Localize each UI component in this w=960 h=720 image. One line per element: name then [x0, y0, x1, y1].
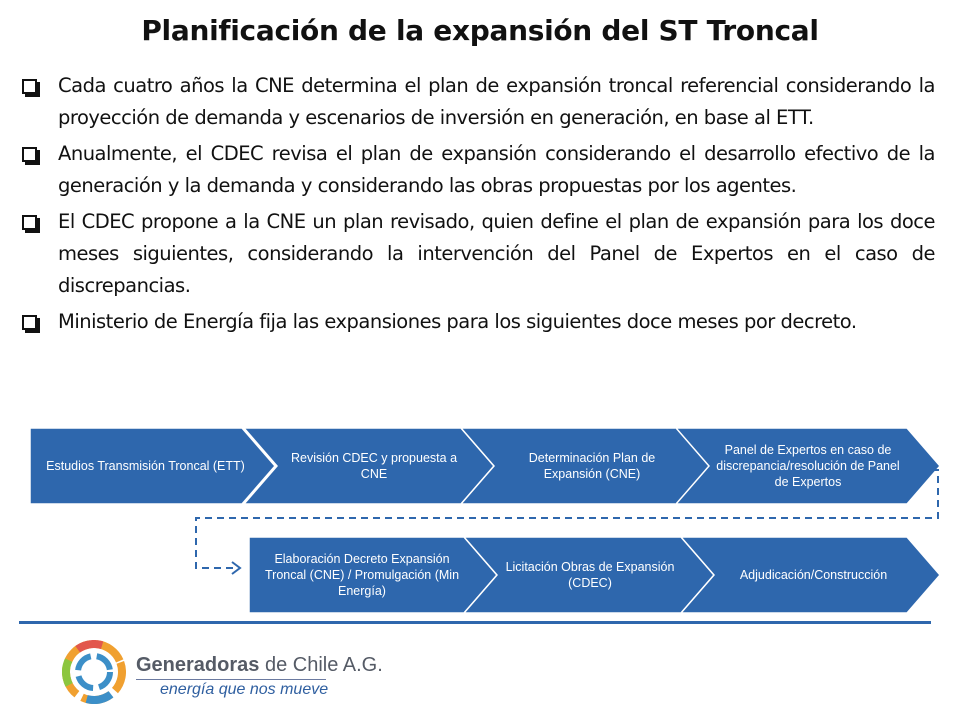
- process-step-ett: [30, 428, 275, 504]
- process-step-label: Licitación Obras de Expansión (CDEC): [505, 560, 675, 590]
- brand-tagline: energía que nos mueve: [160, 681, 329, 698]
- bullet-text: El CDEC propone a la CNE un plan revisado, quien define el plan de expansión para los doce meses siguientes, considerando la intervención del Panel de Expertos en el caso de discrepancias.: [58, 210, 935, 297]
- brand-name-rest: de Chile A.G.: [259, 654, 383, 676]
- checkbox-bullet-icon: [22, 79, 37, 94]
- bullet-text: Ministerio de Energía fija las expansiones para los siguientes doce meses por decreto.: [58, 310, 857, 333]
- process-step-decreto: [249, 537, 497, 613]
- checkbox-bullet-icon: [22, 315, 37, 330]
- process-step-label: Estudios Transmisión Troncal (ETT): [46, 459, 245, 473]
- process-step-label: Adjudicación/Construcción: [739, 568, 888, 582]
- bullet-item: [20, 306, 935, 338]
- brand-underline: [136, 679, 326, 680]
- bullet-text: Anualmente, el CDEC revisa el plan de expansión considerando el desarrollo efectivo de la generación y la demanda y considerando las obras propuestas por los agentes.: [58, 142, 935, 197]
- bullet-item: [20, 206, 935, 302]
- process-step-label: Revisión CDEC y propuesta a CNE: [290, 451, 458, 481]
- brand-name-bold: Generadoras: [136, 654, 260, 676]
- process-step-determinacion: [461, 428, 711, 504]
- footer-divider: [19, 621, 931, 624]
- bullet-item: [20, 138, 935, 202]
- bullet-list: [20, 70, 935, 342]
- brand-name: [136, 654, 383, 677]
- process-step-licitacion: [464, 537, 714, 613]
- slide-title: Planificación de la expansión del ST Troncal: [141, 14, 819, 47]
- process-step-revision-cdec: [244, 428, 494, 504]
- bullet-text: Cada cuatro años la CNE determina el plan de expansión troncal referencial considerando la proyección de demanda y escenarios de inversión en generación, en base al ETT.: [58, 74, 935, 129]
- checkbox-bullet-icon: [22, 215, 37, 230]
- checkbox-bullet-icon: [22, 147, 37, 162]
- process-step-label: Elaboración Decreto Expansión Troncal (CNE) / Promulgación (Min Energía): [264, 552, 460, 598]
- generadoras-logo-icon: [62, 640, 126, 704]
- process-step-label: Determinación Plan de Expansión (CNE): [528, 451, 656, 481]
- process-step-panel-expertos: [676, 428, 940, 504]
- bullet-item: [20, 70, 935, 134]
- process-step-label: Panel de Expertos en caso de discrepancia/resolución de Panel de Expertos: [716, 443, 900, 489]
- process-step-adjudicacion: [681, 537, 940, 613]
